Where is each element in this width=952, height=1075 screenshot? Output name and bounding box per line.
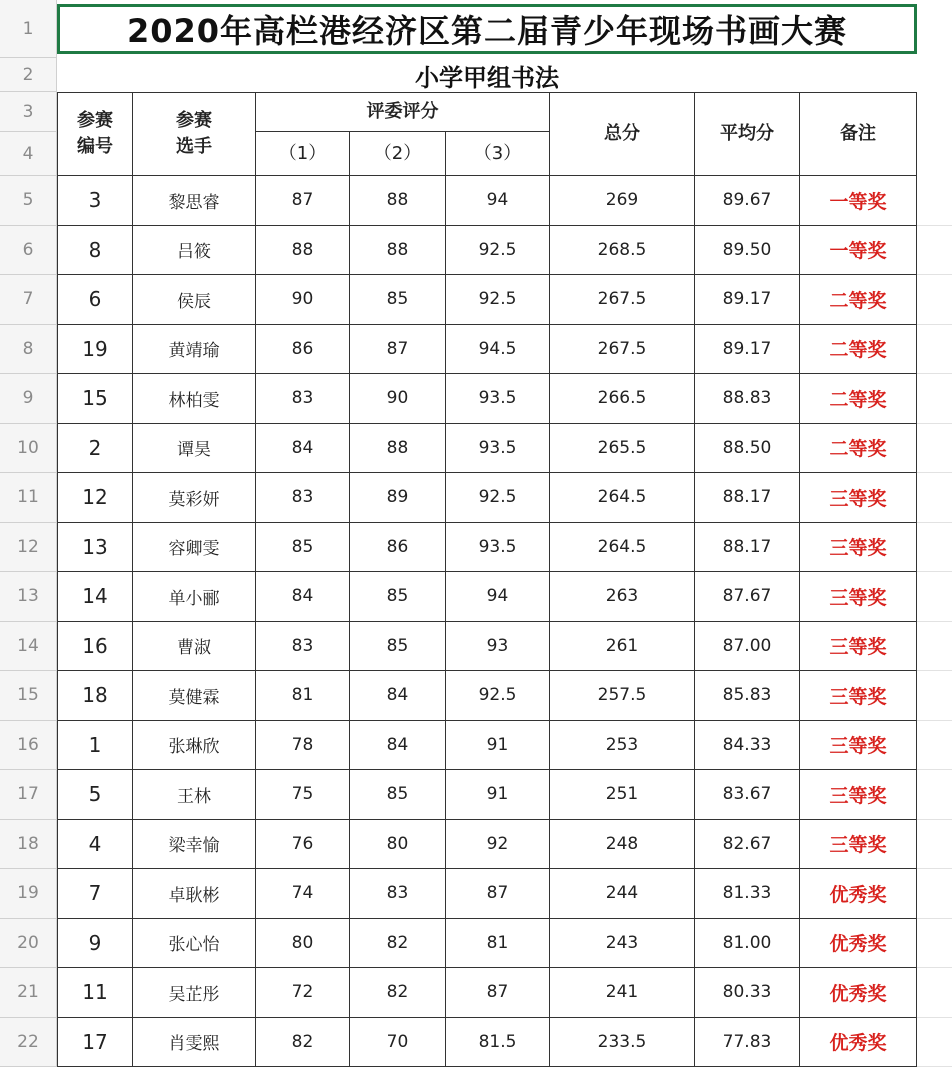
cell-total[interactable]: 266.5 [550, 374, 695, 424]
column-header-judge-1[interactable]: （1） [256, 132, 350, 176]
cell-average[interactable]: 83.67 [695, 770, 800, 820]
row-header[interactable]: 14 [0, 622, 57, 672]
cell-id[interactable]: 18 [58, 671, 133, 721]
cell-id[interactable]: 8 [58, 226, 133, 276]
cell-name[interactable]: 张心怡 [133, 919, 256, 969]
sheet-title[interactable]: 2020年高栏港经济区第二届青少年现场书画大赛 [57, 4, 917, 54]
cell-score-2[interactable]: 84 [350, 671, 446, 721]
cell-total[interactable]: 243 [550, 919, 695, 969]
cell-name[interactable]: 莫健霖 [133, 671, 256, 721]
cell-score-3[interactable]: 92.5 [446, 671, 550, 721]
cell-note[interactable]: 三等奖 [800, 770, 917, 820]
cell-note[interactable]: 三等奖 [800, 572, 917, 622]
cell-note[interactable]: 三等奖 [800, 473, 917, 523]
cell-average[interactable]: 81.00 [695, 919, 800, 969]
cell-score-2[interactable]: 85 [350, 275, 446, 325]
cell-note[interactable]: 二等奖 [800, 374, 917, 424]
row-header[interactable]: 22 [0, 1018, 57, 1068]
table-row [0, 671, 952, 721]
cell-total[interactable]: 267.5 [550, 325, 695, 375]
cell-id[interactable]: 5 [58, 770, 133, 820]
column-header-average[interactable]: 平均分 [695, 92, 800, 176]
cell-score-1[interactable]: 75 [256, 770, 350, 820]
row-header[interactable]: 8 [0, 325, 57, 375]
sheet-row-1 [0, 0, 952, 58]
cell-note[interactable]: 三等奖 [800, 721, 917, 771]
cell-name[interactable]: 吕筱 [133, 226, 256, 276]
cell-score-3[interactable]: 91 [446, 770, 550, 820]
cell-total[interactable]: 253 [550, 721, 695, 771]
table-row [0, 820, 952, 870]
table-row [0, 968, 952, 1018]
table-row [0, 919, 952, 969]
cell-average[interactable]: 89.67 [695, 176, 800, 226]
cell-score-2[interactable]: 85 [350, 572, 446, 622]
cell-total[interactable]: 269 [550, 176, 695, 226]
row-header[interactable]: 21 [0, 968, 57, 1018]
cell-score-1[interactable]: 84 [256, 424, 350, 474]
cell-score-1[interactable]: 85 [256, 523, 350, 573]
sheet-row-2 [0, 58, 952, 92]
cell-note[interactable]: 优秀奖 [800, 869, 917, 919]
cell-score-1[interactable]: 82 [256, 1018, 350, 1068]
cell-total[interactable]: 263 [550, 572, 695, 622]
cell-score-1[interactable]: 80 [256, 919, 350, 969]
cell-score-3[interactable]: 81.5 [446, 1018, 550, 1068]
cell-score-3[interactable]: 87 [446, 968, 550, 1018]
cell-average[interactable]: 88.50 [695, 424, 800, 474]
cell-id[interactable]: 19 [58, 325, 133, 375]
cell-name[interactable]: 曹淑 [133, 622, 256, 672]
sheet-subtitle[interactable]: 小学甲组书法 [415, 63, 559, 92]
cell-score-3[interactable]: 94.5 [446, 325, 550, 375]
cell-average[interactable]: 80.33 [695, 968, 800, 1018]
cell-total[interactable]: 248 [550, 820, 695, 870]
cell-score-2[interactable]: 89 [350, 473, 446, 523]
header-name-line1: 参赛 [176, 109, 212, 131]
row-header[interactable]: 11 [0, 473, 57, 523]
cell-score-2[interactable]: 88 [350, 226, 446, 276]
cell-average[interactable]: 87.67 [695, 572, 800, 622]
cell-score-2[interactable]: 88 [350, 424, 446, 474]
cell-score-1[interactable]: 87 [256, 176, 350, 226]
cell-score-1[interactable]: 83 [256, 622, 350, 672]
row-header[interactable]: 17 [0, 770, 57, 820]
cell-score-2[interactable]: 82 [350, 919, 446, 969]
cell-note[interactable]: 一等奖 [800, 226, 917, 276]
cell-note[interactable]: 三等奖 [800, 671, 917, 721]
cell-average[interactable]: 89.17 [695, 275, 800, 325]
cell-total[interactable]: 257.5 [550, 671, 695, 721]
row-header[interactable]: 12 [0, 523, 57, 573]
header-id-line2: 编号 [77, 135, 113, 157]
table-row [0, 374, 952, 424]
table-row [0, 622, 952, 672]
row-header[interactable]: 1 [0, 0, 57, 58]
cell-total[interactable]: 233.5 [550, 1018, 695, 1068]
cell-score-1[interactable]: 81 [256, 671, 350, 721]
table-row [0, 424, 952, 474]
cell-score-3[interactable]: 92.5 [446, 473, 550, 523]
cell-average[interactable]: 89.50 [695, 226, 800, 276]
row-header[interactable]: 5 [0, 176, 57, 226]
cell-score-3[interactable]: 94 [446, 572, 550, 622]
table-row [0, 325, 952, 375]
column-header-total[interactable]: 总分 [550, 92, 695, 176]
cell-total[interactable]: 241 [550, 968, 695, 1018]
cell-name[interactable]: 黎思睿 [133, 176, 256, 226]
cell-id[interactable]: 2 [58, 424, 133, 474]
cell-note[interactable]: 二等奖 [800, 424, 917, 474]
column-header-id[interactable] [58, 92, 133, 176]
cell-name[interactable]: 卓耿彬 [133, 869, 256, 919]
cell-score-2[interactable]: 85 [350, 622, 446, 672]
cell-average[interactable]: 82.67 [695, 820, 800, 870]
row-header[interactable]: 10 [0, 424, 57, 474]
cell-average[interactable]: 89.17 [695, 325, 800, 375]
cell-score-3[interactable]: 92.5 [446, 226, 550, 276]
table-row [0, 275, 952, 325]
row-header[interactable]: 15 [0, 671, 57, 721]
cell-note[interactable]: 优秀奖 [800, 919, 917, 969]
cell-score-1[interactable]: 88 [256, 226, 350, 276]
cell-average[interactable]: 81.33 [695, 869, 800, 919]
table-row [0, 770, 952, 820]
table-row [0, 226, 952, 276]
cell-average[interactable]: 88.17 [695, 473, 800, 523]
cell-note[interactable]: 一等奖 [800, 176, 917, 226]
row-header[interactable]: 6 [0, 226, 57, 276]
row-header[interactable]: 16 [0, 721, 57, 771]
cell-score-3[interactable]: 92.5 [446, 275, 550, 325]
cell-score-3[interactable]: 93.5 [446, 523, 550, 573]
cell-note[interactable]: 二等奖 [800, 325, 917, 375]
cell-note[interactable]: 优秀奖 [800, 1018, 917, 1068]
cell-total[interactable]: 268.5 [550, 226, 695, 276]
cell-score-3[interactable]: 93 [446, 622, 550, 672]
cell-score-2[interactable]: 90 [350, 374, 446, 424]
cell-name[interactable]: 林柏雯 [133, 374, 256, 424]
row-header[interactable]: 3 [0, 92, 57, 132]
cell-id[interactable]: 17 [58, 1018, 133, 1068]
cell-score-1[interactable]: 78 [256, 721, 350, 771]
cell-name[interactable]: 吴芷彤 [133, 968, 256, 1018]
header-name-line2: 选手 [176, 135, 212, 157]
cell-total[interactable]: 264.5 [550, 523, 695, 573]
cell-score-2[interactable]: 82 [350, 968, 446, 1018]
cell-name[interactable]: 单小郦 [133, 572, 256, 622]
cell-score-3[interactable]: 91 [446, 721, 550, 771]
cell-id[interactable]: 14 [58, 572, 133, 622]
cell-score-3[interactable]: 87 [446, 869, 550, 919]
row-header[interactable]: 20 [0, 919, 57, 969]
cell-score-1[interactable]: 74 [256, 869, 350, 919]
cell-id[interactable]: 3 [58, 176, 133, 226]
cell-score-1[interactable]: 84 [256, 572, 350, 622]
row-header[interactable]: 9 [0, 374, 57, 424]
cell-score-2[interactable]: 80 [350, 820, 446, 870]
cell-score-1[interactable]: 76 [256, 820, 350, 870]
column-header-judge-3[interactable]: （3） [446, 132, 550, 176]
cell-score-1[interactable]: 83 [256, 473, 350, 523]
cell-name[interactable]: 梁幸愉 [133, 820, 256, 870]
cell-average[interactable]: 85.83 [695, 671, 800, 721]
header-block [0, 92, 952, 176]
row-header[interactable]: 18 [0, 820, 57, 870]
cell-name[interactable]: 王林 [133, 770, 256, 820]
cell-score-3[interactable]: 92 [446, 820, 550, 870]
cell-name[interactable]: 侯辰 [133, 275, 256, 325]
row-header[interactable]: 7 [0, 275, 57, 325]
cell-total[interactable]: 265.5 [550, 424, 695, 474]
cell-id[interactable]: 4 [58, 820, 133, 870]
cell-score-1[interactable]: 86 [256, 325, 350, 375]
cell-score-3[interactable]: 81 [446, 919, 550, 969]
cell-id[interactable]: 9 [58, 919, 133, 969]
cell-id[interactable]: 7 [58, 869, 133, 919]
cell-score-2[interactable]: 70 [350, 1018, 446, 1068]
cell-note[interactable]: 优秀奖 [800, 968, 917, 1018]
cell-name[interactable]: 黄靖瑜 [133, 325, 256, 375]
cell-id[interactable]: 1 [58, 721, 133, 771]
cell-note[interactable]: 二等奖 [800, 275, 917, 325]
cell-score-1[interactable]: 72 [256, 968, 350, 1018]
cell-total[interactable]: 267.5 [550, 275, 695, 325]
cell-score-3[interactable]: 93.5 [446, 424, 550, 474]
cell-name[interactable]: 肖雯熙 [133, 1018, 256, 1068]
cell-score-1[interactable]: 90 [256, 275, 350, 325]
header-id-line1: 参赛 [77, 109, 113, 131]
cell-id[interactable]: 6 [58, 275, 133, 325]
cell-total[interactable]: 251 [550, 770, 695, 820]
cell-total[interactable]: 261 [550, 622, 695, 672]
cell-total[interactable]: 244 [550, 869, 695, 919]
cell-average[interactable]: 84.33 [695, 721, 800, 771]
cell-name[interactable]: 莫彩妍 [133, 473, 256, 523]
column-header-judge-2[interactable]: （2） [350, 132, 446, 176]
row-header[interactable]: 2 [0, 58, 57, 92]
cell-score-2[interactable]: 83 [350, 869, 446, 919]
row-header[interactable]: 4 [0, 132, 57, 176]
cell-name[interactable]: 谭昊 [133, 424, 256, 474]
cell-score-2[interactable]: 85 [350, 770, 446, 820]
cell-id[interactable]: 13 [58, 523, 133, 573]
cell-score-3[interactable]: 94 [446, 176, 550, 226]
cell-score-2[interactable]: 84 [350, 721, 446, 771]
cell-total[interactable]: 264.5 [550, 473, 695, 523]
cell-name[interactable]: 张琳欣 [133, 721, 256, 771]
column-header-name[interactable] [133, 92, 256, 176]
cell-score-3[interactable]: 93.5 [446, 374, 550, 424]
cell-score-2[interactable]: 88 [350, 176, 446, 226]
cell-score-2[interactable]: 86 [350, 523, 446, 573]
cell-note[interactable]: 三等奖 [800, 622, 917, 672]
cell-score-2[interactable]: 87 [350, 325, 446, 375]
table-row [0, 869, 952, 919]
cell-id[interactable]: 11 [58, 968, 133, 1018]
table-row [0, 721, 952, 771]
cell-id[interactable]: 16 [58, 622, 133, 672]
cell-average[interactable]: 87.00 [695, 622, 800, 672]
cell-average[interactable]: 88.83 [695, 374, 800, 424]
table-row [0, 523, 952, 573]
table-row [0, 572, 952, 622]
cell-note[interactable]: 三等奖 [800, 820, 917, 870]
column-header-note[interactable]: 备注 [800, 92, 917, 176]
cell-score-1[interactable]: 83 [256, 374, 350, 424]
row-header[interactable]: 13 [0, 572, 57, 622]
cell-average[interactable]: 77.83 [695, 1018, 800, 1068]
cell-id[interactable]: 15 [58, 374, 133, 424]
cell-note[interactable]: 三等奖 [800, 523, 917, 573]
table-row [0, 176, 952, 226]
cell-average[interactable]: 88.17 [695, 523, 800, 573]
row-header[interactable]: 19 [0, 869, 57, 919]
cell-id[interactable]: 12 [58, 473, 133, 523]
column-header-judges[interactable]: 评委评分 [256, 92, 550, 132]
cell-name[interactable]: 容卿雯 [133, 523, 256, 573]
table-row [0, 473, 952, 523]
table-row [0, 1018, 952, 1068]
